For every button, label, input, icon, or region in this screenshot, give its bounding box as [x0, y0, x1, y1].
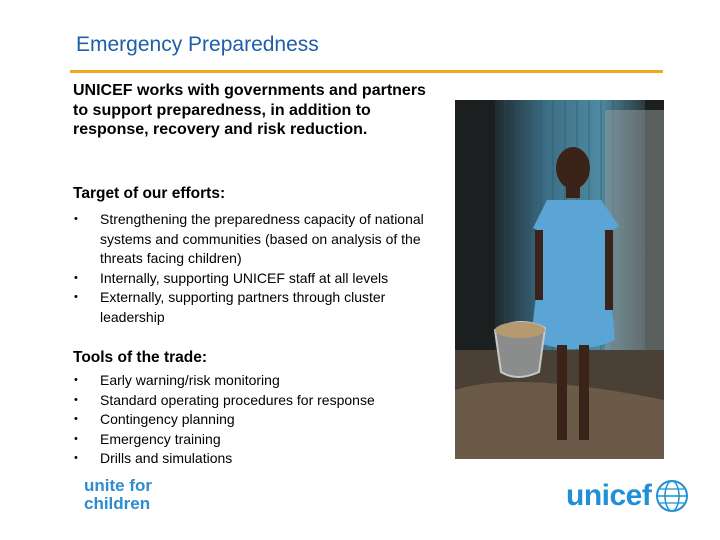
list-item: [73, 269, 443, 289]
tagline-line-2: children: [84, 494, 151, 513]
list-item: [73, 430, 443, 450]
bullet-icon: •: [74, 393, 78, 406]
slide-title: Emergency Preparedness: [76, 33, 319, 56]
bullet-icon: •: [74, 271, 78, 284]
list-item-text: Drills and simulations: [100, 450, 233, 466]
list-item: [73, 391, 443, 411]
list-item-text: Emergency training: [100, 430, 221, 447]
list-item-text: Standard operating procedures for response: [100, 391, 375, 408]
tools-list: [73, 371, 443, 469]
target-heading: Target of our efforts:: [73, 185, 226, 202]
intro-paragraph: UNICEF works with governments and partners to support preparedness, in addition to response, recovery and risk reduction.: [73, 82, 426, 138]
title-divider: [70, 70, 663, 73]
bullet-icon: •: [74, 374, 78, 386]
list-item: [73, 210, 443, 269]
target-list: [73, 210, 443, 327]
list-item-text: Strengthening the preparedness capacity of national systems and communities (based on analysis of the threats facing children): [100, 211, 424, 266]
child-photo: [455, 100, 664, 459]
list-item: [73, 371, 443, 391]
bullet-icon: •: [74, 432, 78, 445]
tagline: [84, 477, 152, 513]
tagline-line-1: unite for: [84, 476, 152, 495]
bullet-icon: •: [74, 452, 78, 464]
list-item-text: Early warning/risk monitoring: [100, 372, 280, 388]
logo-wordmark: unicef: [566, 479, 652, 512]
list-item-text: Externally, supporting partners through cluster leadership: [100, 289, 386, 325]
unicef-logo: [566, 478, 689, 514]
bullet-icon: •: [74, 291, 78, 303]
list-item: [73, 410, 443, 430]
globe-emblem-icon: [655, 479, 689, 513]
list-item-text: Internally, supporting UNICEF staff at all levels: [100, 269, 389, 286]
list-item: [73, 449, 443, 469]
list-item-text: Contingency planning: [100, 411, 235, 427]
tools-heading: Tools of the trade:: [73, 349, 208, 366]
bullet-icon: •: [74, 413, 78, 425]
photo-illustration: [455, 100, 664, 459]
list-item: [73, 288, 443, 327]
bullet-icon: •: [74, 213, 78, 225]
